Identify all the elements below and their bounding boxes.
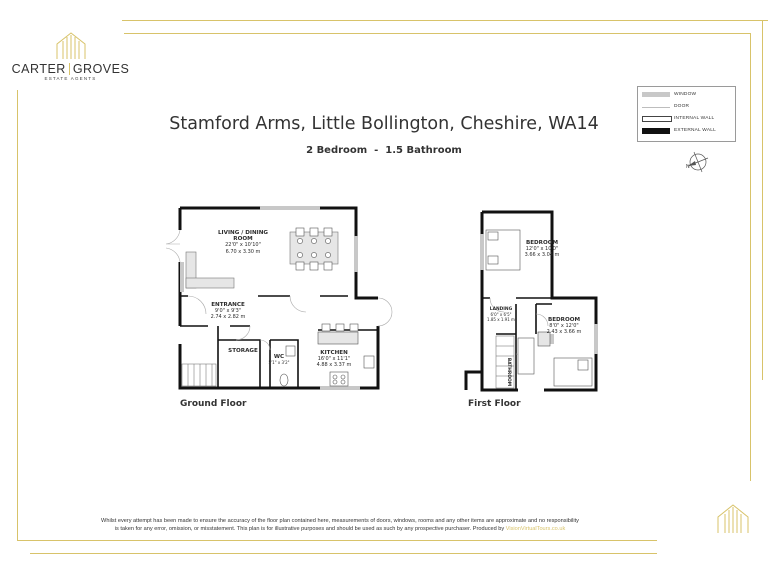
- ground-door-6: [290, 296, 306, 312]
- ground-floor-plan: [160, 200, 400, 396]
- building-corner-icon: [715, 502, 751, 534]
- frame-top-line: [122, 20, 768, 21]
- hob-ring-4: [341, 380, 345, 384]
- compass-north-label: N: [686, 164, 690, 170]
- bathroom-name: BATHROOM: [506, 357, 511, 387]
- internal-wall-swatch: [642, 116, 672, 122]
- frame-right-outer-line: [762, 20, 763, 380]
- first-window-2: [594, 324, 598, 354]
- ground-window-4: [320, 386, 360, 390]
- legend-row-internal-wall: [638, 114, 735, 125]
- living-room-metric: 6.70 x 3.30 m: [225, 248, 261, 255]
- brand-name: [8, 62, 133, 76]
- frame-top-inner-line: [124, 33, 750, 34]
- producer-link[interactable]: VisionVirtualTours.co.uk: [505, 526, 566, 533]
- ground-floor-label: Ground Floor: [180, 399, 247, 409]
- pillow-2: [488, 256, 498, 264]
- entrance-name: ENTRANCE: [211, 302, 245, 308]
- disclaimer-line-1: Whilst every attempt has been made to ensure the accuracy of the floor plan contained here, measurements of doors, windows, rooms and any other items are approximate and no responsibility: [101, 518, 579, 524]
- sofa-2: [186, 278, 234, 288]
- window-swatch: [642, 92, 670, 97]
- legend-label-window: WINDOW: [674, 92, 697, 97]
- bedroom1-imperial: 12'0" x 10'0": [525, 246, 559, 253]
- bedroom2-name: BEDROOM: [547, 317, 581, 323]
- landing-label: [484, 306, 518, 322]
- bedroom1-label: [512, 240, 572, 259]
- plan-legend: [637, 86, 736, 142]
- plate-5: [311, 252, 316, 257]
- living-room-imperial: 22'0" x 10'10": [225, 242, 261, 249]
- ground-window-3: [354, 236, 358, 272]
- hob-ring-2: [341, 375, 345, 379]
- ground-door: [166, 230, 180, 262]
- living-room-label: [208, 230, 278, 255]
- door-swatch: [642, 107, 670, 108]
- wc-label: [266, 354, 292, 366]
- building-logo-icon: [54, 30, 88, 60]
- bedroom2-metric: 2.43 x 3.66 m: [546, 329, 582, 336]
- disclaimer-line-2: is taken for any error, omission, or misstatement. This plan is for illustrative purposes and should be used as such by any prospective purchaser. Produced by: [114, 526, 505, 533]
- stairs: [182, 364, 216, 386]
- storage-name: STORAGE: [228, 348, 258, 354]
- landing-name: LANDING: [489, 307, 513, 312]
- frame-bottom-line: [17, 540, 657, 541]
- ground-door-5: [260, 340, 270, 350]
- legend-label-door: DOOR: [674, 104, 690, 109]
- ground-window: [180, 262, 184, 292]
- bathroom-label: [505, 352, 512, 392]
- first-floor-label: First Floor: [468, 399, 521, 409]
- bedroom2-imperial: 8'0" x 12'0": [549, 323, 579, 330]
- dining-table: [290, 232, 338, 264]
- landing-metric: 1.85 x 1.91 m: [487, 317, 515, 322]
- ground-window-2: [260, 206, 320, 210]
- plate-6: [325, 252, 330, 257]
- stool-2: [336, 324, 344, 331]
- sink: [364, 356, 374, 368]
- bedroom2-label: [536, 317, 592, 336]
- ground-door-4: [236, 326, 250, 340]
- legend-row-door: [638, 102, 735, 113]
- bedroom1-metric: 3.66 x 3.04 m: [524, 252, 560, 259]
- entrance-metric: 2.74 x 2.82 m: [210, 314, 246, 321]
- storage-label: [225, 348, 261, 354]
- compass-icon: [684, 148, 712, 176]
- kitchen-label: [306, 350, 362, 369]
- chair-6: [324, 262, 332, 270]
- chair-5: [310, 262, 318, 270]
- legend-label-external-wall: EXTERNAL WALL: [674, 128, 716, 133]
- legend-row-window: [638, 90, 735, 101]
- plate-2: [311, 238, 316, 243]
- pillow-3: [578, 360, 588, 370]
- entrance-label: [196, 302, 260, 321]
- brand-name-left: CARTER: [11, 62, 66, 76]
- wc-name: WC: [273, 354, 285, 360]
- kitchen-metric: 4.88 x 3.37 m: [316, 362, 352, 369]
- chair-2: [310, 228, 318, 236]
- wc-dimensions: 5'1" x 3'2": [268, 360, 290, 366]
- wc-toilet: [280, 374, 288, 386]
- brand-name-right: GROVES: [72, 62, 130, 76]
- brand-tagline: ESTATE AGENTS: [44, 76, 97, 81]
- hob-ring-3: [333, 380, 337, 384]
- stool-3: [350, 324, 358, 331]
- stool: [322, 324, 330, 331]
- kitchen-name: KITCHEN: [320, 350, 348, 356]
- frame-left-line: [17, 90, 18, 540]
- bedroom1-name: BEDROOM: [525, 240, 559, 246]
- brand-separator: [69, 63, 70, 75]
- disclaimer: [20, 517, 660, 534]
- property-subtitle: 2 Bedroom - 1.5 Bathroom: [306, 145, 462, 156]
- frame-right-line: [750, 33, 751, 481]
- hob-ring: [333, 375, 337, 379]
- legend-row-external-wall: [638, 126, 735, 137]
- legend-label-internal-wall: INTERNAL WALL: [674, 116, 715, 121]
- property-title: Stamford Arms, Little Bollington, Cheshire, WA14: [169, 114, 599, 134]
- plate-3: [325, 238, 330, 243]
- chair-4: [296, 262, 304, 270]
- breakfast-bar: [318, 332, 358, 344]
- entrance-imperial: 9'0" x 9'3": [214, 308, 242, 315]
- plate-4: [297, 252, 302, 257]
- hob: [330, 372, 348, 386]
- plate: [297, 238, 302, 243]
- pillow: [488, 232, 498, 240]
- frame-bottom-outer-line: [30, 553, 657, 554]
- first-floor-plan: [460, 204, 610, 396]
- first-window: [480, 234, 484, 270]
- kitchen-imperial: 16'0" x 11'1": [317, 356, 351, 363]
- external-wall-swatch: [642, 128, 670, 134]
- chair: [296, 228, 304, 236]
- brand-logo: [8, 30, 133, 81]
- bath: [518, 338, 534, 374]
- living-room-name: LIVING / DINING ROOM: [217, 230, 269, 243]
- ground-door-2: [378, 298, 392, 326]
- landing-imperial: 6'0" x 6'5": [490, 312, 512, 317]
- chair-3: [324, 228, 332, 236]
